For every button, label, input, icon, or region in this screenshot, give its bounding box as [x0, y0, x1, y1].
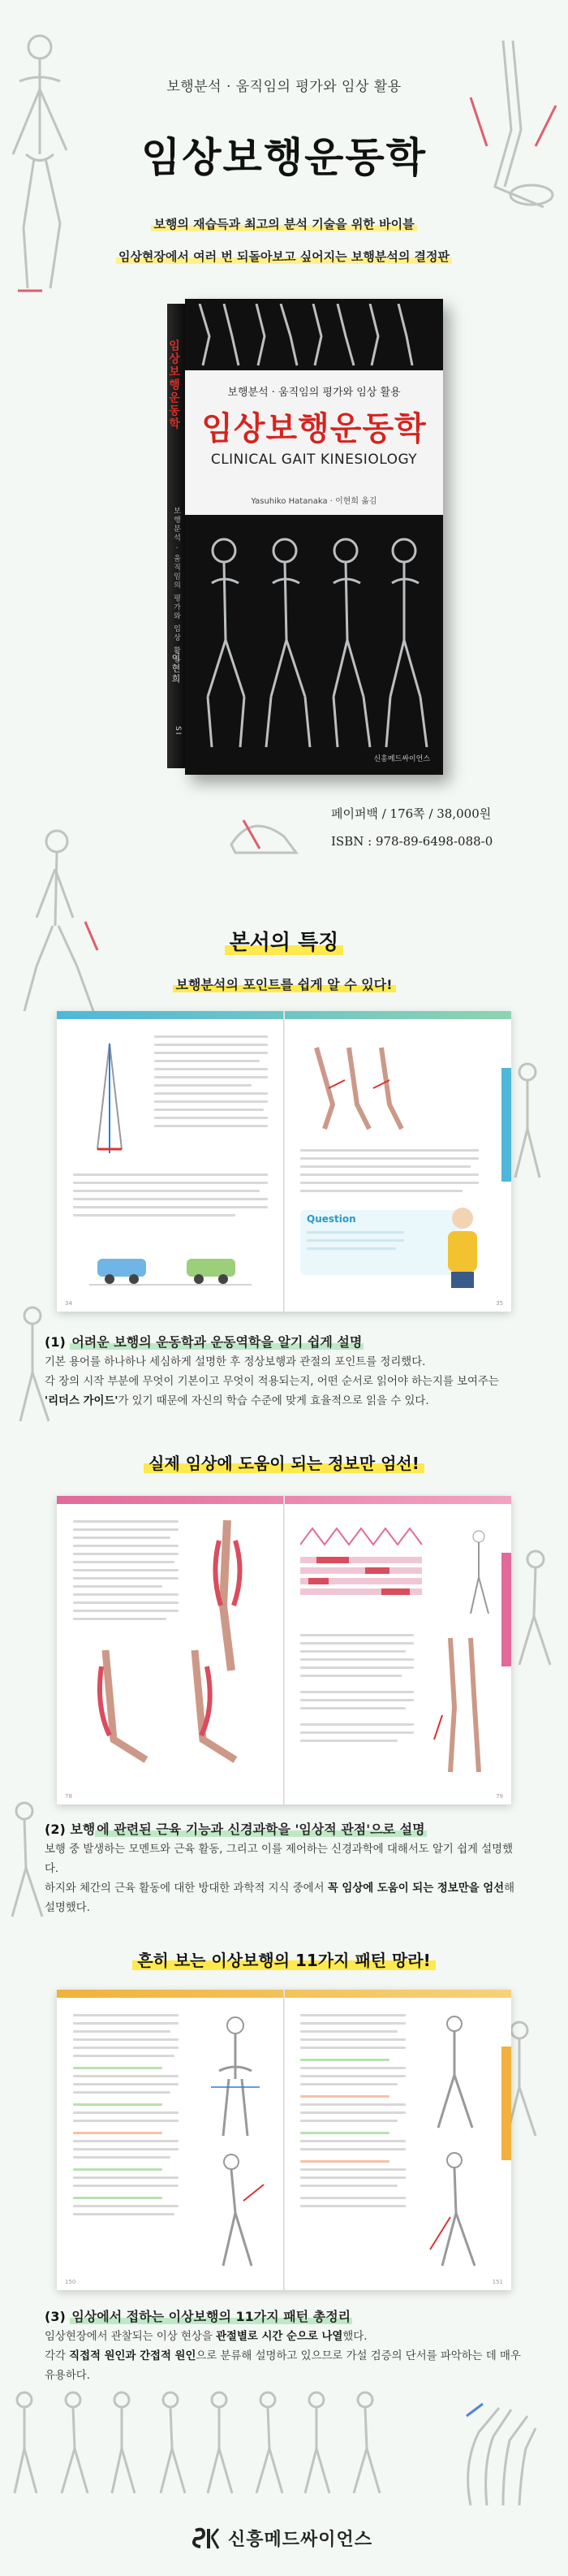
feature-3-body-line-2-pre: 각각 [45, 2350, 66, 2362]
tagline-1-text: 보행의 재습득과 최고의 분석 기술을 위한 바이블 [151, 217, 416, 231]
spread-3-skeleton-gait-icon [414, 2014, 495, 2274]
spread-1-leg-bones-icon [300, 1039, 422, 1137]
feature-3-body-bold-2: 직접적 원인과 간접적 원인 [69, 2350, 196, 2362]
cover-publisher: 신흥메드싸이언스 [373, 755, 430, 763]
spread-1-car-illustration-icon [89, 1234, 252, 1291]
feature-3-body [45, 2327, 523, 2386]
xray-skeleton-top-row [191, 304, 435, 367]
cover-title-english: CLINICAL GAIT KINESIOLOGY [210, 452, 418, 468]
feature-2-body-bold: 꼭 임상에 도움이 되는 정보만을 엄선 [327, 1882, 505, 1895]
feature-2-body-line-2-text: 하지와 체간의 근육 활동에 대한 방대한 과학적 지식 중에서 [45, 1882, 325, 1895]
book-spine [167, 304, 185, 768]
feature-2-banner [0, 1450, 568, 1474]
feature-1-title-text: 어려운 보행의 운동학과 운동역학을 알기 쉽게 설명 [71, 1334, 363, 1350]
spread-2-left-page-number: 78 [65, 1793, 72, 1800]
feature-1-body-line-3-text: 가 있기 때문에 자신의 학습 수준에 맞게 효율적으로 읽을 수 있다. [118, 1395, 429, 1407]
feature-3-banner [0, 1947, 568, 1971]
book-front-cover [185, 299, 443, 775]
feature-3-title [45, 2306, 352, 2325]
spread-3-right-page-number: 151 [492, 2279, 503, 2285]
feature-3-body-line-1-end: 했다. [342, 2331, 368, 2343]
spread-3-skeleton-front-icon [195, 2014, 276, 2144]
spread-2-skeleton-icon [463, 1528, 495, 1618]
header-subtitle: 보행분석 · 움직임의 평가와 임상 활용 [166, 79, 402, 95]
spine-publisher-logo: SI [174, 726, 182, 737]
features-heading-text: 본서의 특징 [225, 931, 344, 955]
spine-title: 임상보행운동학 [167, 339, 180, 430]
xray-skeleton-walking-row [191, 534, 435, 754]
feature-1-body-line-3 [45, 1392, 523, 1411]
spread-1-fold [283, 1011, 285, 1312]
publisher-name: 신흥메드싸이언스 [228, 2530, 373, 2550]
feature-2-number: (2) [45, 1822, 66, 1837]
feature-1-body-line-1: 기본 용어를 하나하나 세심하게 설명한 후 정상보행과 관절의 포인트를 정리했다. [45, 1356, 426, 1368]
feature-3-banner-text: 흔히 보는 이상보행의 11가지 패턴 망라! [132, 1951, 436, 1970]
spread-2-leg-bones-icon [426, 1634, 499, 1780]
publisher-logo-mark-icon [192, 2527, 220, 2550]
features-heading [0, 926, 568, 956]
foot-bones-illustration-bottom [454, 2400, 544, 2513]
feature-1-body-bold: '리더스 가이드' [45, 1395, 118, 1407]
feature-1-banner-text: 보행분석의 포인트를 쉽게 알 수 있다! [173, 977, 396, 992]
feature-2-body-line-2 [45, 1879, 523, 1918]
spread-2-fold [283, 1496, 285, 1804]
publisher-logo [192, 2526, 372, 2551]
specs-format-price: 페이퍼백 / 176쪽 / 38,000원 [331, 806, 492, 821]
cover-title: 임상보행운동학 [201, 410, 427, 447]
feature-3-body-line-1 [45, 2327, 523, 2347]
feature-2-title-text: 에 관련된 근육 기능과 신경과학을 '임상적 관점'으로 설명 [97, 1822, 425, 1837]
tagline-2-text: 임상현장에서 여러 번 되돌아보고 싶어지는 보행분석의 결정판 [116, 249, 452, 264]
feature-2-body-line-2-end: 해 설명했다. [45, 1882, 515, 1914]
spread-3-fold [283, 1990, 285, 2290]
feature-3-body-bold-1: 관절별로 시간 순으로 나열 [216, 2331, 343, 2343]
feature-1-title [45, 1332, 364, 1351]
feature-1-banner [0, 975, 568, 993]
feature-2-body-line-1: 보행 중 발생하는 모멘트와 근육 활동, 그리고 이를 제어하는 신경과학에 대해서도 알기 쉽게 설명했다. [45, 1843, 514, 1875]
sample-spread-2 [57, 1496, 511, 1804]
sample-spread-3 [57, 1990, 511, 2290]
spread-1-left-page-number: 34 [65, 1300, 72, 1307]
spread-1-right-page-number: 35 [496, 1300, 503, 1307]
spine-subtitle: 보행분석 · 움직임의 평가와 임상 활용 [172, 507, 180, 665]
book-cover-image [167, 299, 443, 775]
spread-3-skeleton-side-icon [195, 2152, 276, 2274]
tagline-1 [0, 215, 568, 232]
header-title: 임상보행운동학 [140, 134, 428, 181]
feature-2-body [45, 1840, 523, 1918]
spread-2-chapter-tab [501, 1553, 511, 1666]
feature-3-body-line-1-pre: 임상현장에서 관찰되는 이상 현상을 [45, 2331, 213, 2343]
spread-3-left-page-number: 150 [65, 2279, 76, 2285]
spine-author: 이현희 [170, 653, 181, 685]
feature-3-body-line-2 [45, 2347, 523, 2386]
question-label: Question [307, 1213, 356, 1225]
foot-illustration-mid [227, 804, 300, 861]
feature-3-number: (3) [45, 2309, 66, 2324]
spread-2-lower-leg-muscle-icon [73, 1642, 276, 1772]
tagline-2 [0, 248, 568, 265]
cover-subtitle: 보행분석 · 움직임의 평가와 임상 활용 [227, 387, 401, 399]
spread-1-leg-diagram-icon [73, 1035, 146, 1157]
spread-1-person-illustration-icon [430, 1202, 495, 1291]
skeleton-walking-sequence-bottom [8, 2388, 430, 2501]
feature-1-body-line-2: 각 장의 시작 부분에 무엇이 기본이고 무엇이 적용되는지, 어떤 순서로 읽어야 하는지를 보여주는 [45, 1376, 499, 1388]
cover-author: Yasuhiko Hatanaka · 이현희 옮김 [251, 497, 377, 506]
spread-1-chapter-tab [501, 1068, 511, 1182]
spread-2-emg-chart-icon [300, 1520, 454, 1618]
feature-3-body-line-2-end: 으로 분류해 설명하고 있으므로 가설 검증의 단서를 파악하는 데 매우 유용하다. [45, 2350, 521, 2382]
feature-2-banner-text: 실제 임상에 도움이 되는 정보만 엄선! [144, 1454, 424, 1473]
spread-3-chapter-tab [501, 2047, 511, 2160]
specs-isbn: ISBN : 978-89-6498-088-0 [331, 834, 493, 849]
feature-1-body [45, 1353, 523, 1411]
feature-2-title [45, 1819, 427, 1838]
feature-1-number: (1) [45, 1334, 66, 1350]
book-specs [331, 800, 493, 855]
sample-spread-1 [57, 1011, 511, 1312]
feature-2-title-pre: 보행 [70, 1822, 96, 1837]
spread-2-right-page-number: 79 [496, 1793, 503, 1800]
feature-3-title-text: 임상에서 접하는 이상보행의 11가지 패턴 총정리 [71, 2309, 351, 2324]
